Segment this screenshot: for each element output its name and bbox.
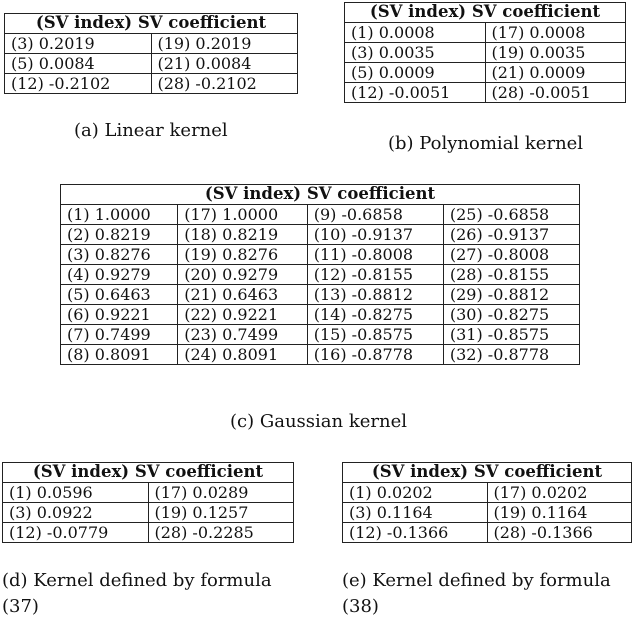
table-cell: (21) 0.6463	[178, 285, 308, 305]
table-cell: (12) -0.8155	[307, 265, 443, 285]
caption-linear-kernel: (a) Linear kernel	[74, 120, 228, 141]
table-cell: (32) -0.8778	[443, 345, 579, 365]
table-cell: (10) -0.9137	[307, 225, 443, 245]
table-header: (SV index) SV coefficient	[5, 14, 298, 34]
table-row	[5, 34, 298, 54]
table-row	[5, 54, 298, 74]
table-header: (SV index) SV coefficient	[345, 3, 626, 23]
table-cell: (17) 0.0289	[148, 483, 294, 503]
table-cell: (28) -0.2285	[148, 523, 294, 543]
table-cell: (3) 0.0922	[3, 503, 149, 523]
table-row	[61, 225, 580, 245]
table-cell: (14) -0.8275	[307, 305, 443, 325]
table-cell: (12) -0.0051	[345, 83, 486, 103]
table-cell: (5) 0.6463	[61, 285, 178, 305]
table-row	[343, 483, 632, 503]
table-cell: (8) 0.8091	[61, 345, 178, 365]
table-row	[61, 265, 580, 285]
caption-line: (d) Kernel defined by formula	[2, 570, 272, 591]
table-cell: (20) 0.9279	[178, 265, 308, 285]
table-header: (SV index) SV coefficient	[61, 185, 580, 205]
table-cell: (19) 0.0035	[485, 43, 626, 63]
table-cell: (2) 0.8219	[61, 225, 178, 245]
table-cell: (1) 1.0000	[61, 205, 178, 225]
table-cell: (7) 0.7499	[61, 325, 178, 345]
table-cell: (28) -0.1366	[487, 523, 632, 543]
table-cell: (17) 1.0000	[178, 205, 308, 225]
table-formula-38-kernel	[342, 462, 632, 543]
table-cell: (23) 0.7499	[178, 325, 308, 345]
table-row	[345, 63, 626, 83]
table-cell: (12) -0.0779	[3, 523, 149, 543]
table-row	[3, 483, 294, 503]
table-cell: (4) 0.9279	[61, 265, 178, 285]
table-cell: (1) 0.0202	[343, 483, 488, 503]
table-cell: (22) 0.9221	[178, 305, 308, 325]
table-row	[61, 305, 580, 325]
table-gaussian-kernel	[60, 184, 580, 365]
table-row	[343, 523, 632, 543]
table-row	[61, 285, 580, 305]
table-cell: (3) 0.0035	[345, 43, 486, 63]
table-cell: (15) -0.8575	[307, 325, 443, 345]
table-cell: (17) 0.0202	[487, 483, 632, 503]
table-cell: (19) 0.8276	[178, 245, 308, 265]
table-row	[345, 83, 626, 103]
table-cell: (1) 0.0008	[345, 23, 486, 43]
table-row	[3, 503, 294, 523]
caption-formula-38-kernel	[342, 568, 611, 620]
table-cell: (5) 0.0009	[345, 63, 486, 83]
table-cell: (24) 0.8091	[178, 345, 308, 365]
table-cell: (28) -0.2102	[151, 74, 298, 94]
table-cell: (1) 0.0596	[3, 483, 149, 503]
table-cell: (12) -0.1366	[343, 523, 488, 543]
table-cell: (13) -0.8812	[307, 285, 443, 305]
table-row	[345, 43, 626, 63]
table-cell: (30) -0.8275	[443, 305, 579, 325]
table-cell: (12) -0.2102	[5, 74, 152, 94]
table-row	[343, 503, 632, 523]
table-cell: (31) -0.8575	[443, 325, 579, 345]
caption-polynomial-kernel: (b) Polynomial kernel	[388, 133, 584, 154]
table-cell: (19) 0.2019	[151, 34, 298, 54]
table-cell: (19) 0.1164	[487, 503, 632, 523]
table-row	[3, 523, 294, 543]
table-cell: (5) 0.0084	[5, 54, 152, 74]
table-cell: (9) -0.6858	[307, 205, 443, 225]
table-cell: (21) 0.0009	[485, 63, 626, 83]
table-row	[61, 325, 580, 345]
caption-gaussian-kernel: (c) Gaussian kernel	[230, 411, 407, 432]
table-cell: (17) 0.0008	[485, 23, 626, 43]
table-cell: (21) 0.0084	[151, 54, 298, 74]
caption-line: (37)	[2, 596, 39, 617]
table-polynomial-kernel	[344, 2, 626, 103]
table-cell: (28) -0.8155	[443, 265, 579, 285]
table-cell: (25) -0.6858	[443, 205, 579, 225]
table-cell: (28) -0.0051	[485, 83, 626, 103]
table-row	[61, 245, 580, 265]
table-row	[5, 74, 298, 94]
caption-formula-37-kernel	[2, 568, 272, 620]
table-linear-kernel	[4, 13, 298, 94]
table-cell: (6) 0.9221	[61, 305, 178, 325]
table-row	[61, 205, 580, 225]
table-header: (SV index) SV coefficient	[343, 463, 632, 483]
table-cell: (29) -0.8812	[443, 285, 579, 305]
table-cell: (3) 0.1164	[343, 503, 488, 523]
table-cell: (19) 0.1257	[148, 503, 294, 523]
table-cell: (18) 0.8219	[178, 225, 308, 245]
caption-line: (38)	[342, 596, 379, 617]
table-cell: (16) -0.8778	[307, 345, 443, 365]
table-cell: (27) -0.8008	[443, 245, 579, 265]
table-row	[61, 345, 580, 365]
table-cell: (11) -0.8008	[307, 245, 443, 265]
table-cell: (26) -0.9137	[443, 225, 579, 245]
table-header: (SV index) SV coefficient	[3, 463, 294, 483]
table-cell: (3) 0.8276	[61, 245, 178, 265]
table-cell: (3) 0.2019	[5, 34, 152, 54]
table-formula-37-kernel	[2, 462, 294, 543]
caption-line: (e) Kernel defined by formula	[342, 570, 611, 591]
table-row	[345, 23, 626, 43]
